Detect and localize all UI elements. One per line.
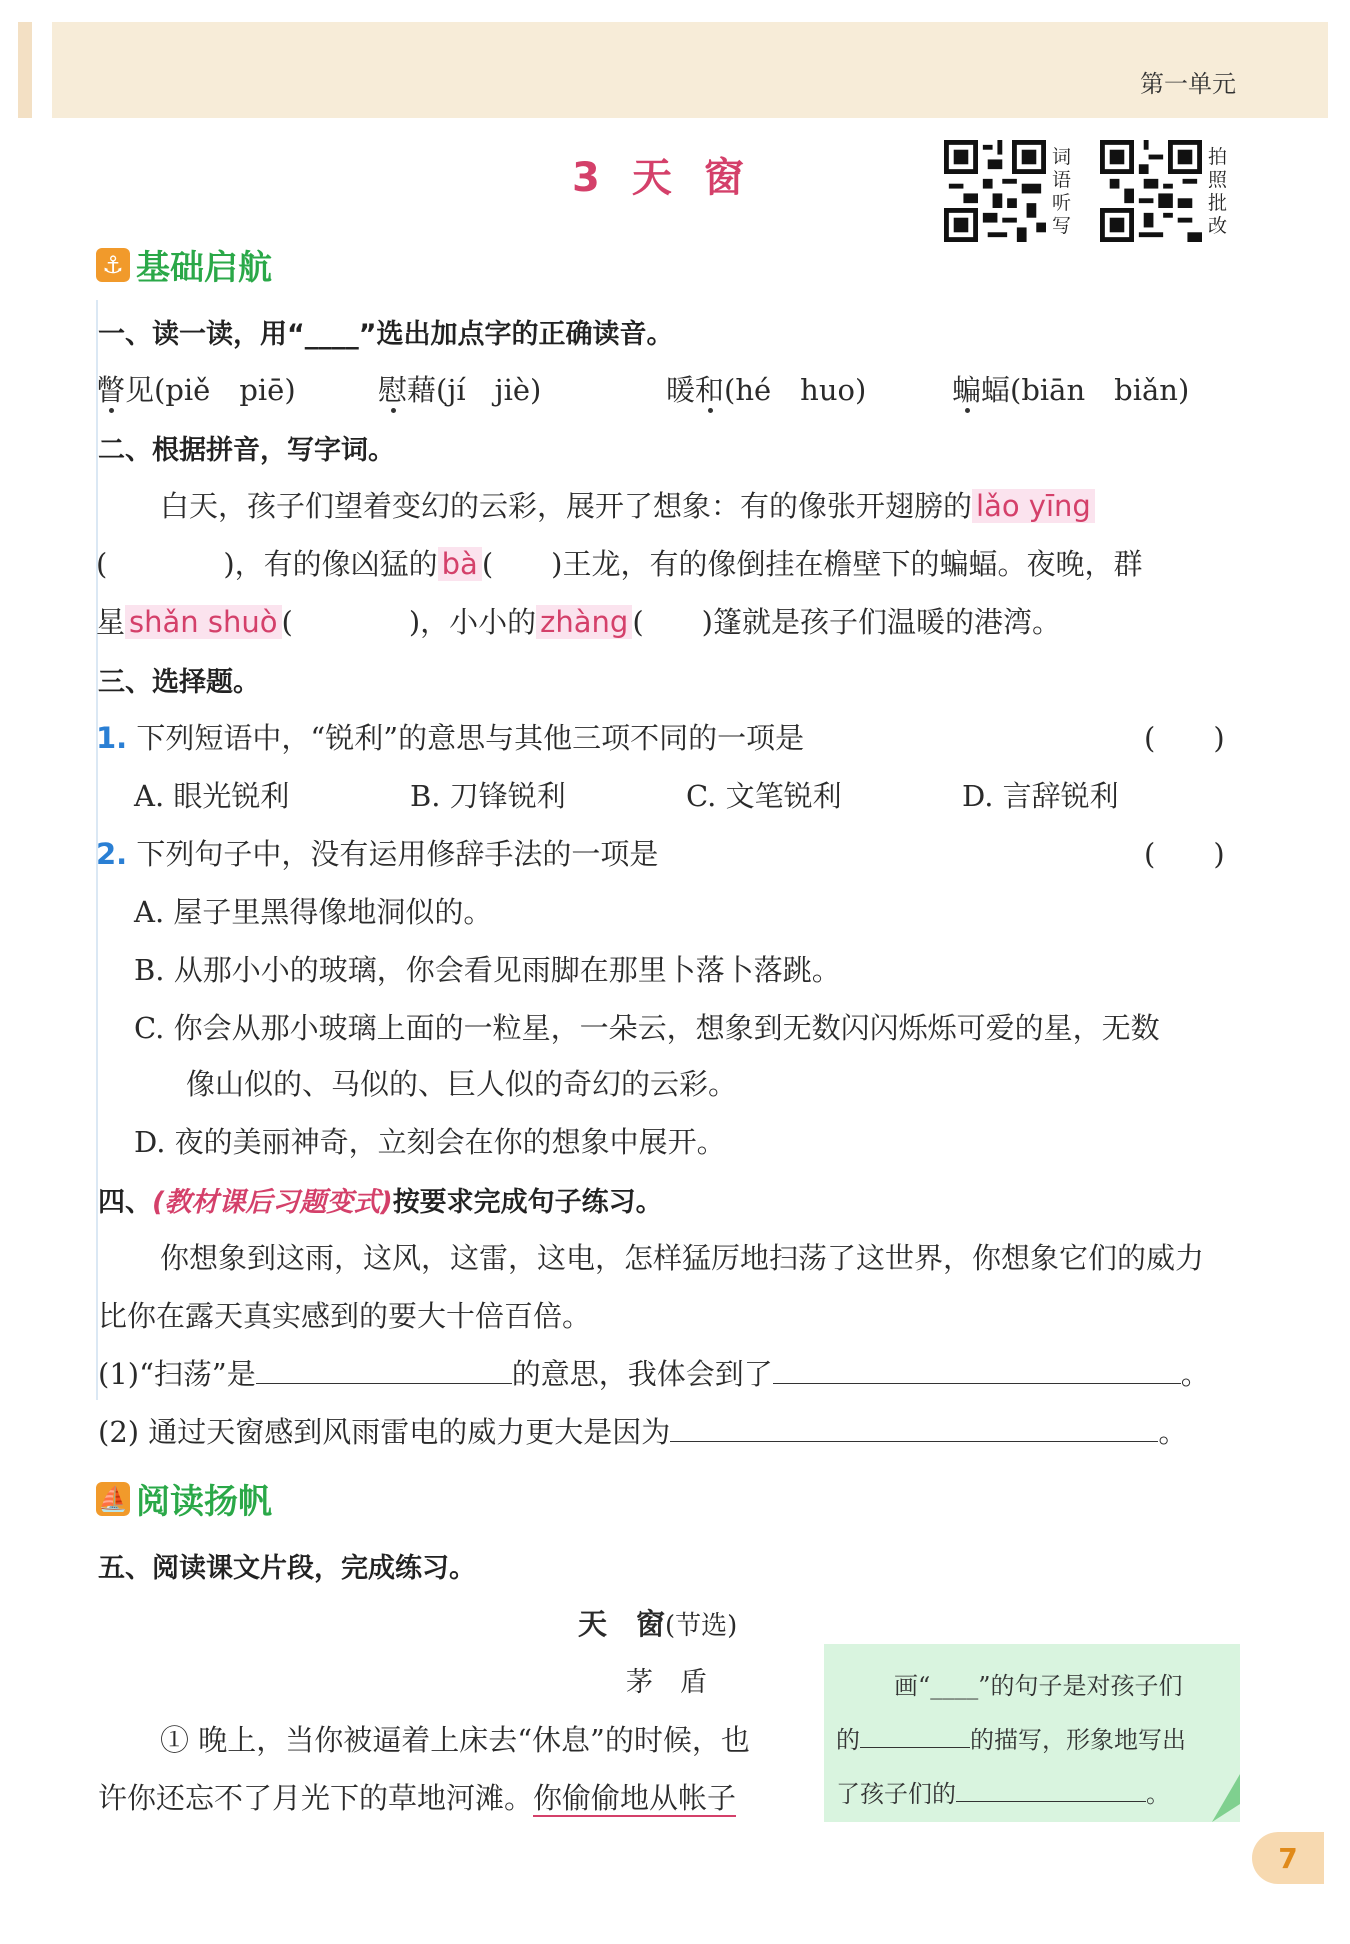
q3-sub-1-option-a[interactable]: A. 眼光锐利 [134,779,290,813]
q3-sub-2-option-d[interactable]: D. 夜的美丽神奇，立刻会在你的想象中展开。 [134,1125,726,1159]
qr-icon [1100,140,1202,242]
answer-blank-meaning[interactable] [256,1357,512,1384]
q3-sub-1-option-d[interactable]: D. 言辞锐利 [962,779,1119,813]
qr-icon [944,140,1046,242]
question-1-title: 一、读一读，用“____”选出加点字的正确读音。 [98,319,674,350]
note-line-2: 的 的描写，形象地写出 [836,1726,1186,1754]
q1-item-2: 慰藉(jí jiè) [378,373,542,407]
section-reading-title: 阅读扬帆 [136,1482,272,1522]
q3-sub-1-answer-box[interactable]: ( ) [1144,721,1225,755]
header-band [52,22,1328,118]
q1-item-3: 暖和(hé huo) [666,373,867,407]
note-line-1: 画“____”的句子是对孩子们 [894,1672,1183,1700]
pinyin-shan-shuo: shǎn shuò [125,605,281,639]
note-blank-1[interactable] [860,1725,970,1748]
q2-line-2: ( )，有的像凶猛的 bà ( )王龙，有的像倒挂在檐壁下的蝙蝠。夜晚，群 [96,547,1143,581]
q2-line-3: 星 shǎn shuò ( )，小小的 zhàng ( )篷就是孩子们温暖的港湾。 [96,605,1061,639]
underlined-sentence: 你偷偷地从帐子 [533,1781,737,1815]
qr-code-dictation[interactable] [944,140,1046,242]
qr-label-grading: 拍照批改 [1208,146,1228,237]
pinyin-lao-ying: lǎo yīng [972,489,1095,523]
question-5-title: 五、阅读课文片段，完成练习。 [98,1553,476,1584]
q1-item-4: 蝙蝠(biān biǎn) [952,373,1190,407]
answer-blank-reason[interactable] [670,1415,1158,1442]
q3-sub-2-option-c[interactable]: C. 你会从那小玻璃上面的一粒星，一朵云，想象到无数闪闪烁烁可爱的星，无数 [134,1011,1160,1045]
anchor-icon: ⚓ [96,248,130,282]
unit-label: 第一单元 [1140,70,1236,98]
page-title [572,146,750,203]
q3-sub-1-option-b[interactable]: B. 刀锋锐利 [410,779,566,813]
textbook-variant-tag: (教材课后习题变式) [152,1187,393,1218]
section-reading-heading [96,1474,272,1523]
sail-icon: ⛵ [96,1482,130,1516]
question-2-title: 二、根据拼音，写字词。 [98,435,395,466]
question-4-title: 四、(教材课后习题变式)按要求完成句子练习。 [98,1187,663,1218]
passage-line-2: 许你还忘不了月光下的草地河滩。你偷偷地从帐子 [98,1781,737,1815]
q4-item-1: (1)“扫荡”是 的意思，我体会到了 。 [98,1357,1210,1391]
q4-passage-line-2: 比你在露天真实感到的要大十倍百倍。 [98,1299,592,1333]
answer-blank-feeling[interactable] [773,1357,1181,1384]
title-number: 3 [572,155,606,201]
passage-line-1: ① 晚上，当你被逼着上床去“休息”的时候，也 [160,1723,750,1757]
q3-sub-1: 1. 下列短语中，“锐利”的意思与其他三项不同的一项是 [96,721,805,755]
pinyin-ba: bà [438,547,482,581]
section-basics-title: 基础启航 [136,248,272,288]
title-char-b: 窗 [703,155,750,201]
q3-sub-1-option-c[interactable]: C. 文笔锐利 [686,779,842,813]
q2-line-1: 白天，孩子们望着变幻的云彩，展开了想象：有的像张开翅膀的 lǎo yīng [160,484,1095,525]
qr-label-dictation: 词语听写 [1052,146,1072,237]
q3-sub-2-answer-box[interactable]: ( ) [1144,837,1225,871]
page-curl-icon [1204,1774,1240,1822]
header-band-edge [18,22,32,118]
note-line-3: 了孩子们的 。 [836,1780,1170,1808]
q4-passage-line-1: 你想象到这雨，这风，这雷，这电，怎样猛厉地扫荡了这世界，你想象它们的威力 [160,1241,1205,1275]
title-char-a: 天 [631,155,678,201]
q3-sub-2: 2. 下列句子中，没有运用修辞手法的一项是 [96,837,659,871]
margin-note-box [824,1644,1240,1822]
qr-code-grading[interactable] [1100,140,1202,242]
q3-sub-2-option-c-cont: 像山似的、马似的、巨人似的奇幻的云彩。 [186,1067,738,1101]
note-blank-2[interactable] [956,1779,1146,1802]
question-3-title: 三、选择题。 [98,667,260,698]
q1-item-1: 瞥见(piě piē) [96,373,296,407]
section-basics-heading [96,240,272,289]
q3-sub-2-option-b[interactable]: B. 从那小小的玻璃，你会看见雨脚在那里卜落卜落跳。 [134,953,841,987]
q4-item-2: (2) 通过天窗感到风雨雷电的威力更大是因为 。 [98,1415,1188,1449]
pinyin-zhang: zhàng [536,605,632,639]
q3-sub-2-option-a[interactable]: A. 屋子里黑得像地洞似的。 [134,895,493,929]
page-number: 7 [1252,1832,1324,1884]
passage-title: 天 窗(节选) [578,1607,738,1641]
passage-author: 茅 盾 [626,1667,707,1698]
